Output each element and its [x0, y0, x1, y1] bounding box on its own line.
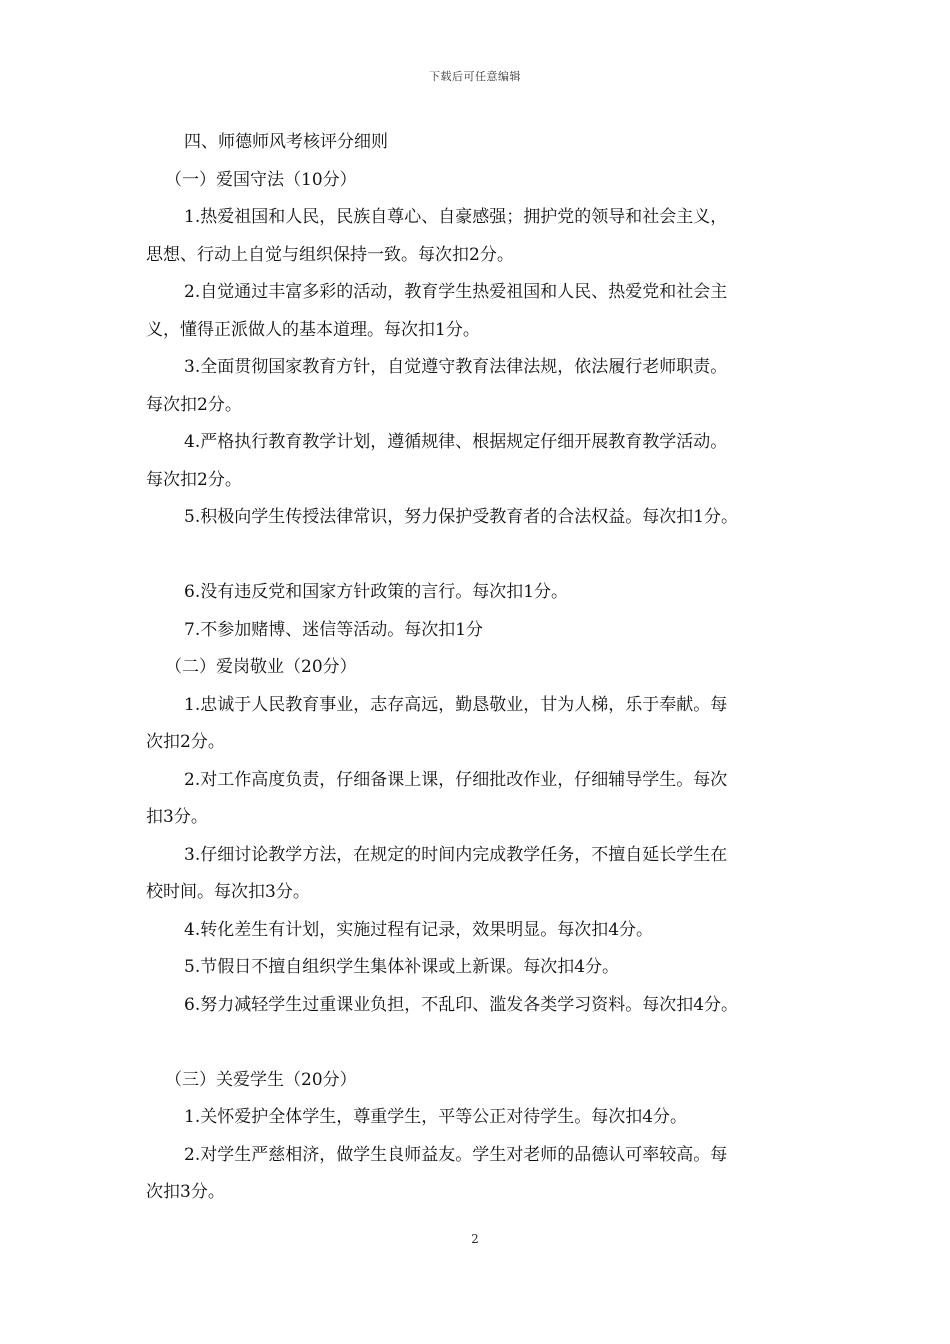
- paragraph-line: 6.努力减轻学生过重课业负担，不乱印、滥发各类学习资料。每次扣4分。: [184, 994, 739, 1015]
- document-body: [146, 124, 826, 1212]
- paragraph-line: 1.关怀爱护全体学生，尊重学生，平等公正对待学生。每次扣4分。: [184, 1107, 688, 1127]
- paragraph-line: 义，懂得正派做人的基本道理。每次扣1分。: [146, 319, 480, 340]
- paragraph-line: 次扣2分。: [146, 732, 225, 752]
- paragraph-line: 1.热爱祖国和人民，民族自尊心、自豪感强；拥护党的领导和社会主义，: [184, 207, 728, 227]
- paragraph-line: 2.对学生严慈相济，做学生良师益友。学生对老师的品德认可率较高。每: [184, 1144, 728, 1165]
- paragraph-line: 4.转化差生有计划，实施过程有记录，效果明显。每次扣4分。: [184, 919, 654, 940]
- paragraph-line: 5.节假日不擅自组织学生集体补课或上新课。每次扣4分。: [184, 957, 620, 977]
- section-heading-1: （一）爱国守法（10分）: [165, 169, 357, 190]
- paragraph-line: 每次扣2分。: [146, 469, 242, 490]
- paragraph-line: 次扣3分。: [146, 1182, 225, 1202]
- paragraph-line: 2.自觉通过丰富多彩的活动，教育学生热爱祖国和人民、热爱党和社会主: [184, 282, 728, 302]
- section-title: 四、师德师风考核评分细则: [184, 132, 388, 152]
- paragraph-line: 思想、行动上自觉与组织保持一致。每次扣2分。: [146, 244, 514, 265]
- paragraph-line: 扣3分。: [146, 807, 208, 827]
- paragraph-line: 6.没有违反党和国家方针政策的言行。每次扣1分。: [184, 582, 569, 602]
- paragraph-line: 3.全面贯彻国家教育方针，自觉遵守教育法律法规，依法履行老师职责。: [184, 357, 728, 377]
- paragraph-line: 1.忠诚于人民教育事业，志存高远，勤恳敬业，甘为人梯，乐于奉献。每: [184, 694, 728, 715]
- paragraph-line: 校时间。每次扣3分。: [146, 882, 310, 902]
- blank-line: [146, 537, 826, 575]
- section-heading-2: （二）爱岗敬业（20分）: [165, 657, 357, 677]
- paragraph-line: 2.对工作高度负责，仔细备课上课，仔细批改作业，仔细辅导学生。每次: [184, 769, 728, 790]
- section-heading-3: （三）关爱学生（20分）: [165, 1069, 357, 1090]
- page-header: 下载后可任意编辑: [429, 70, 521, 83]
- paragraph-line: 每次扣2分。: [146, 394, 242, 415]
- paragraph-line: 3.仔细讨论教学方法，在规定的时间内完成教学任务，不擅自延长学生在: [184, 844, 728, 865]
- paragraph-line: 7.不参加赌博、迷信等活动。每次扣1分: [184, 619, 484, 640]
- blank-line: [146, 1024, 826, 1062]
- paragraph-line: 5.积极向学生传授法律常识，努力保护受教育者的合法权益。每次扣1分。: [184, 507, 739, 527]
- page-number: 2: [471, 1232, 479, 1246]
- paragraph-line: 4.严格执行教育教学计划，遵循规律、根据规定仔细开展教育教学活动。: [184, 432, 728, 452]
